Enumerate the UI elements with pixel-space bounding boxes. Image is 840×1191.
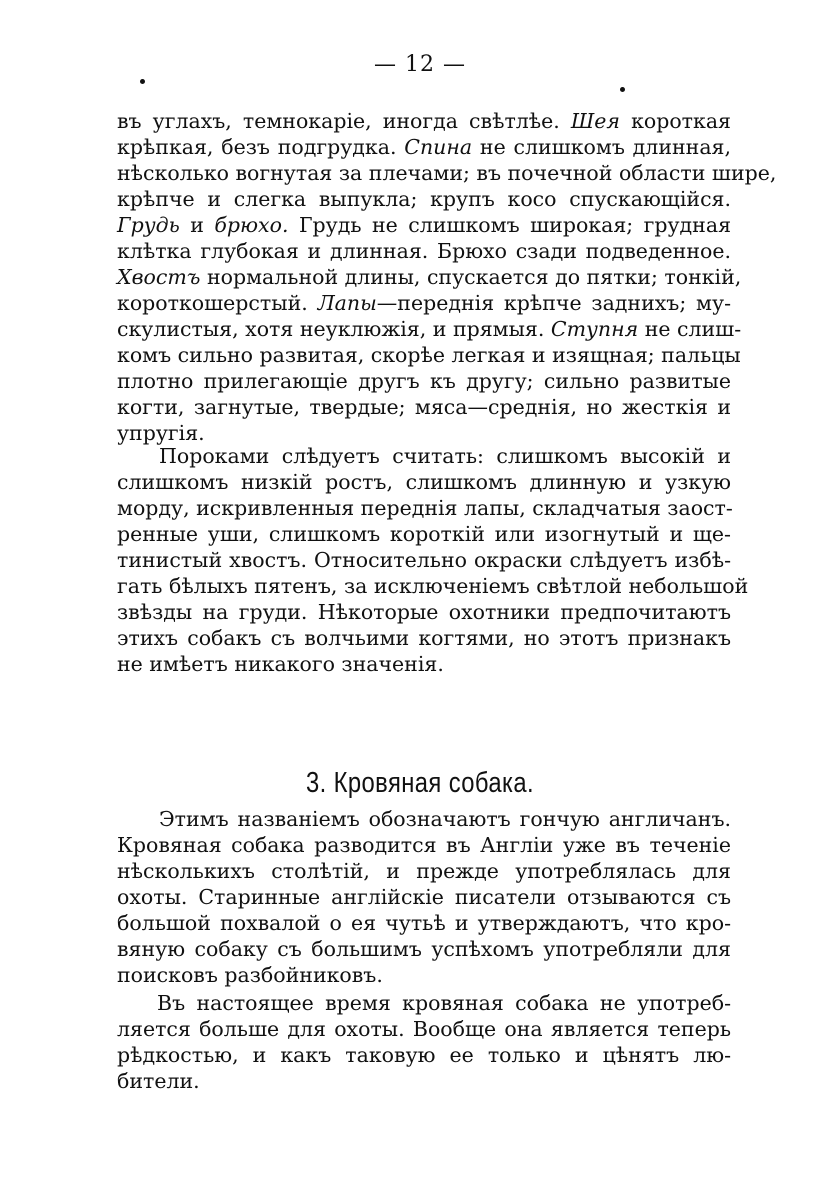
text-line xyxy=(117,651,731,677)
text-run: звѣзды на груди. Нѣкоторые охотники предпочитаютъ xyxy=(117,600,731,624)
text-run: нормальной длины, спускается до пятки; тонкій, xyxy=(200,265,742,289)
italic-term: Шея xyxy=(570,109,620,133)
text-run: плотно прилегающіе другъ къ другу; сильно развитые xyxy=(117,369,731,393)
text-run: Грудь не слишкомъ широкая; грудная xyxy=(288,213,731,237)
text-run: слишкомъ низкій ростъ, слишкомъ длинную и узкую xyxy=(117,470,731,494)
text-run: крѣпче и слегка выпукла; крупъ косо спускающійся. xyxy=(117,187,731,211)
text-line xyxy=(117,936,731,962)
text-line xyxy=(117,962,731,988)
text-line xyxy=(117,547,731,573)
text-run: Этимъ названіемъ обозначаютъ гончую англичанъ. xyxy=(159,807,731,831)
text-run: ляется больше для охоты. Вообще она является теперь xyxy=(117,1017,731,1041)
text-line xyxy=(117,1016,731,1042)
text-line xyxy=(117,134,731,160)
text-run: большой похвалой о ея чутьѣ и утверждаютъ, что кро- xyxy=(117,911,731,935)
italic-term: брюхо. xyxy=(214,213,289,237)
text-run: короткая xyxy=(620,109,731,133)
text-line xyxy=(117,1042,731,1068)
text-run: Кровяная собака разводится въ Англіи уже въ теченіе xyxy=(117,833,731,857)
text-run: клѣтка глубокая и длинная. Брюхо сзади подведенное. xyxy=(117,239,731,263)
text-line xyxy=(117,443,731,469)
italic-term: Грудь xyxy=(117,213,180,237)
text-run: комъ сильно развитая, скорѣе легкая и изящная; пальцы xyxy=(117,343,741,367)
text-line xyxy=(117,290,731,316)
text-run: не слиш- xyxy=(638,317,742,341)
paragraph-faults xyxy=(117,443,749,677)
text-line xyxy=(117,625,731,651)
text-line xyxy=(117,521,731,547)
text-run: рѣдкостью, и какъ таковую ее только и цѣнятъ лю- xyxy=(117,1043,731,1067)
text-line xyxy=(117,342,741,368)
text-run: когти, загнутые, твердые; мяса—среднія, но жесткія и xyxy=(117,395,731,419)
text-run: морду, искривленныя переднія лапы, складчатыя заост- xyxy=(117,496,733,520)
paragraph-breed-standard xyxy=(117,108,777,446)
text-line xyxy=(117,806,731,832)
text-run: упругія. xyxy=(117,421,205,445)
text-line xyxy=(117,1068,731,1094)
text-run: охоты. Старинные англійскіе писатели отзываются съ xyxy=(117,885,731,909)
text-run: нѣсколько вогнутая за плечами; въ почечной области шире, xyxy=(117,161,777,185)
text-line xyxy=(117,990,731,1016)
text-run: нѣсколькихъ столѣтій, и прежде употреблялась для xyxy=(117,859,731,883)
text-line xyxy=(117,469,731,495)
text-line xyxy=(117,884,731,910)
text-run: и xyxy=(179,213,215,237)
print-speck-left xyxy=(140,79,145,84)
text-line xyxy=(117,186,731,212)
text-run: поисковъ разбойниковъ. xyxy=(117,963,383,987)
text-run: тинистый хвостъ. Относительно окраски слѣдуетъ избѣ- xyxy=(117,548,731,572)
text-run: крѣпкая, безъ подгрудка. xyxy=(117,135,405,159)
text-line xyxy=(117,910,731,936)
text-run: вяную собаку съ большимъ успѣхомъ употребляли для xyxy=(117,937,731,961)
text-run: Пороками слѣдуетъ считать: слишкомъ высокій и xyxy=(159,444,731,468)
text-run: —переднія крѣпче заднихъ; му- xyxy=(376,291,731,315)
text-run: въ углахъ, темнокаріе, иногда свѣтлѣе. xyxy=(117,109,571,133)
text-run: не имѣетъ никакого значенія. xyxy=(117,652,444,676)
text-line xyxy=(117,108,731,134)
italic-term: Лапы xyxy=(317,291,377,315)
paragraph-bloodhound-today xyxy=(117,990,731,1094)
text-line xyxy=(117,368,731,394)
text-line xyxy=(117,160,777,186)
text-run: ренные уши, слишкомъ короткій или изогнутый и ще- xyxy=(117,522,731,546)
text-line xyxy=(117,573,749,599)
text-line xyxy=(117,394,731,420)
page-number: — 12 — xyxy=(374,52,466,77)
text-line xyxy=(117,832,731,858)
section-heading: 3. Кровяная собака. xyxy=(305,767,535,800)
text-run: скулистыя, хотя неуклюжія, и прямыя. xyxy=(117,317,551,341)
paragraph-bloodhound-intro xyxy=(117,806,731,988)
italic-term: Хвостъ xyxy=(117,265,201,289)
text-run: не слишкомъ длинная, xyxy=(472,135,731,159)
text-line xyxy=(117,316,742,342)
italic-term: Спина xyxy=(404,135,473,159)
text-line xyxy=(117,264,742,290)
text-run: гать бѣлыхъ пятенъ, за исключеніемъ свѣтлой небольшой xyxy=(117,574,749,598)
text-run: короткошерстый. xyxy=(117,291,318,315)
text-line xyxy=(117,858,731,884)
text-run: бители. xyxy=(117,1069,200,1093)
print-speck-right xyxy=(620,87,625,92)
text-line xyxy=(117,212,731,238)
text-run: этихъ собакъ съ волчьими когтями, но этотъ признакъ xyxy=(117,626,731,650)
text-line xyxy=(117,599,731,625)
text-line xyxy=(117,495,731,521)
text-run: Въ настоящее время кровяная собака не употреб- xyxy=(157,991,731,1015)
text-line xyxy=(117,238,731,264)
italic-term: Ступня xyxy=(550,317,639,341)
